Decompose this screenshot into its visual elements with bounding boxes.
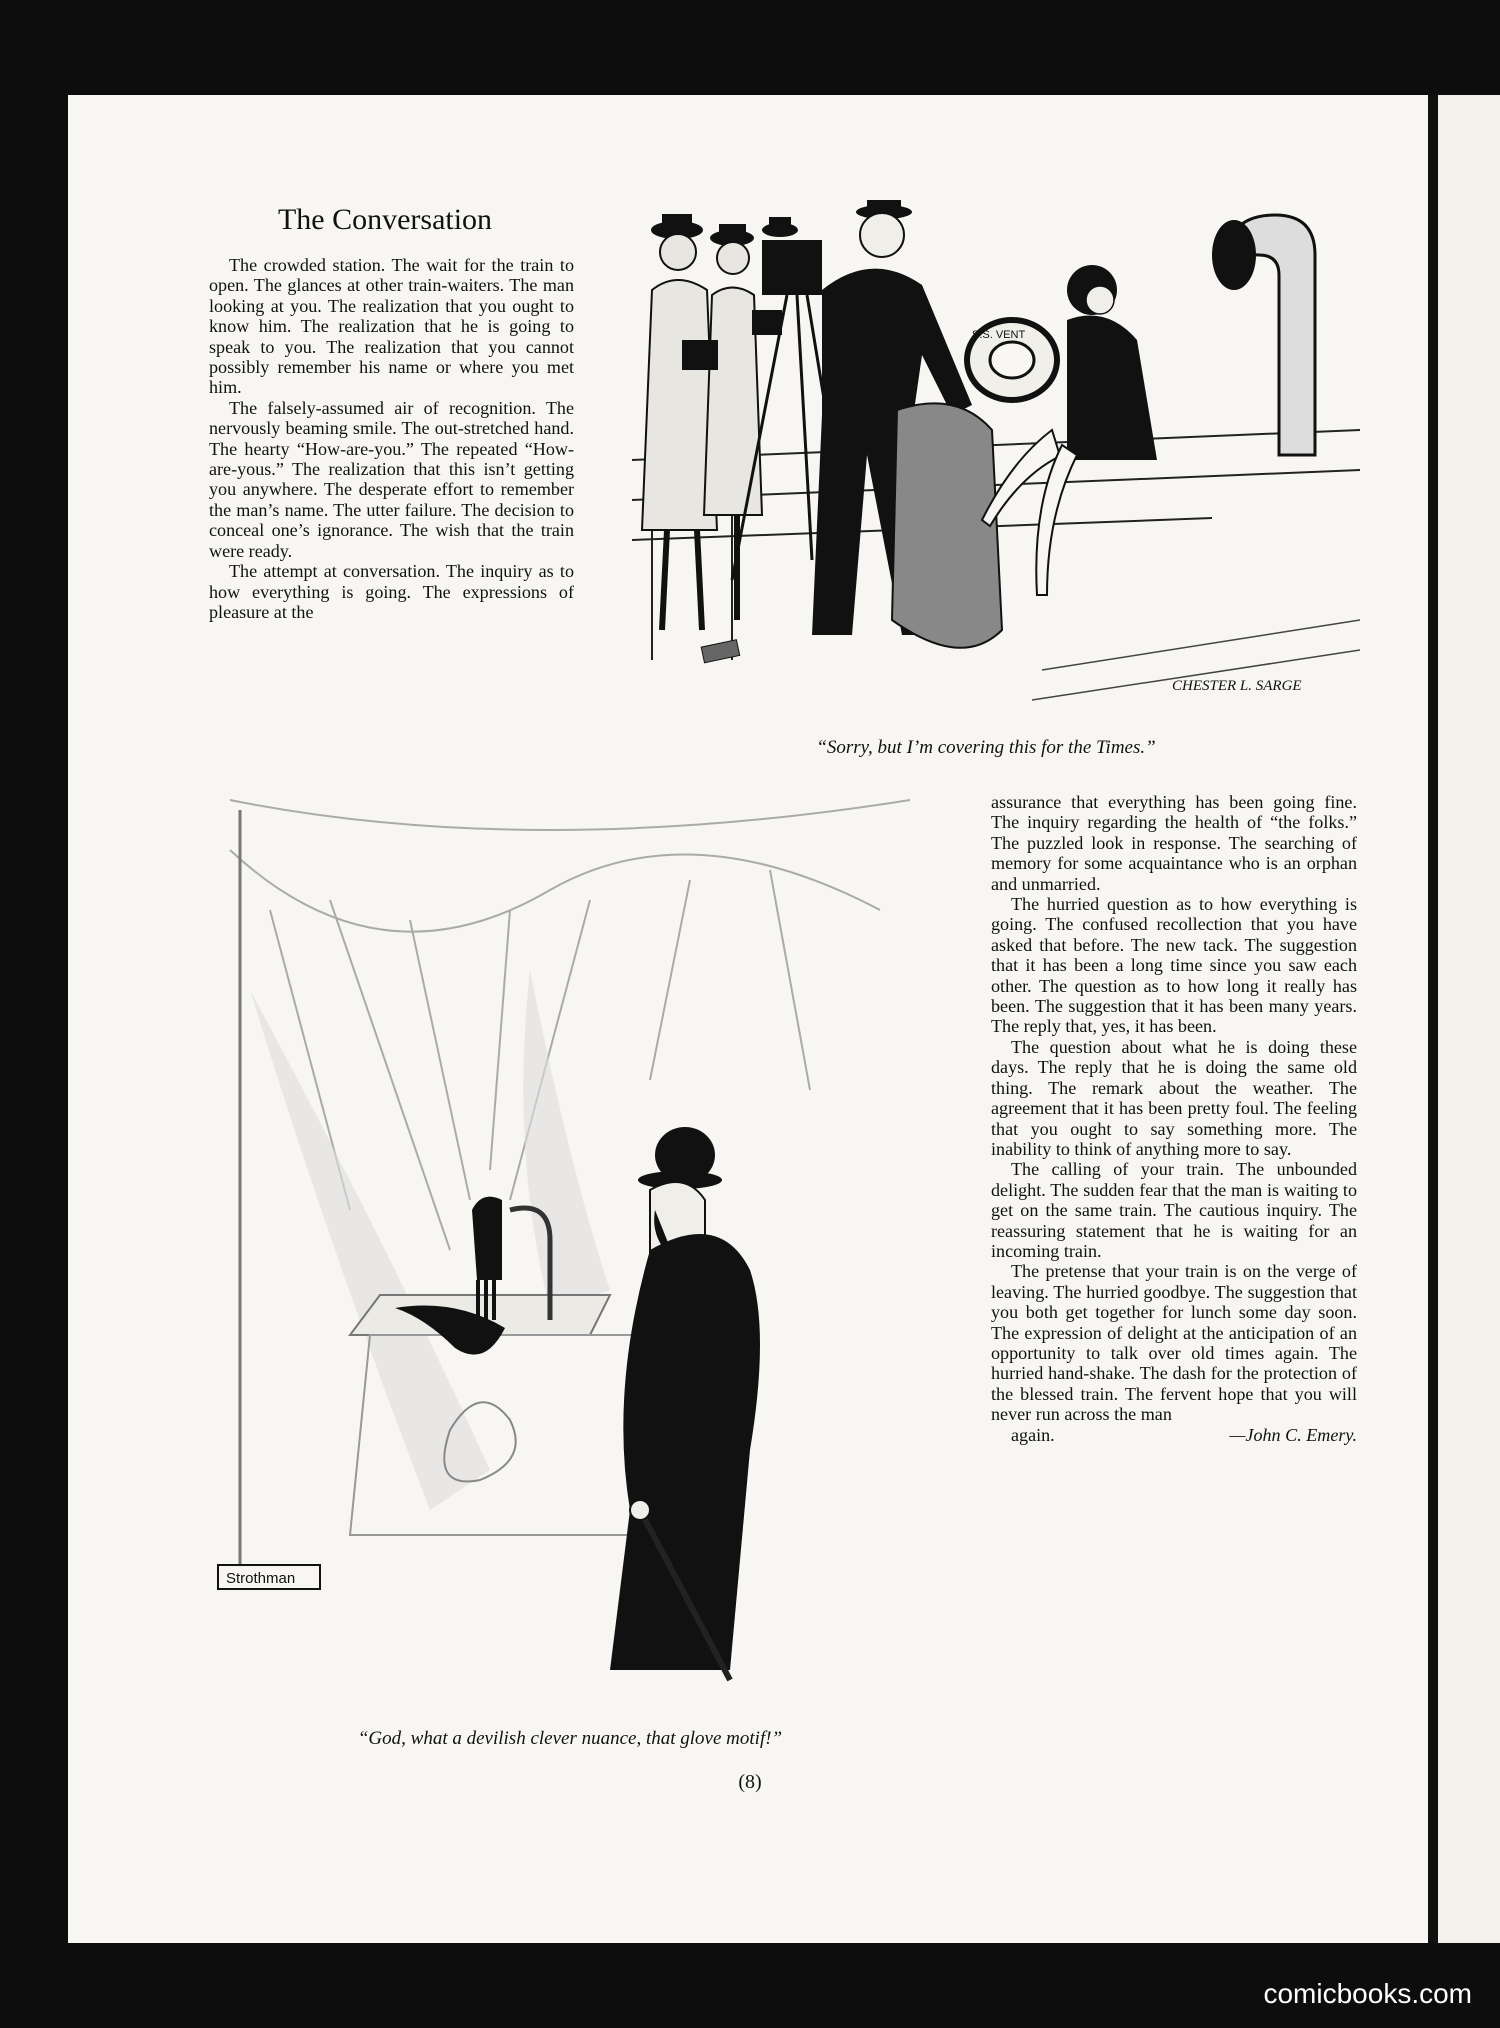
article-column-right — [991, 792, 1357, 1762]
article-column-left — [209, 255, 574, 765]
paragraph: The calling of your train. The unbounded delight. The sudden fear that the man is waiting to get on the same train. The cautious inquiry. The reassuring statement that he is waiting for an incoming train. — [991, 1159, 1357, 1261]
site-watermark: comicbooks.com — [1263, 1978, 1472, 2009]
paragraph: The hurried question as to how everything is going. The confused recollection that you have asked that before. The new tack. The suggestion that it has been a long time since you saw each other. The question as to how long it really has been. The suggestion that it has been many years. The reply that, yes, it has been. — [991, 894, 1357, 1037]
next-page-edge — [1438, 95, 1500, 1943]
author-byline: —John C. Emery. — [1229, 1424, 1357, 1445]
illustration-photographers — [612, 200, 1360, 718]
paragraph: assurance that everything has been going fine. The inquiry regarding the health of “the folks.” The puzzled look in response. The searching of memory for some acquaintance who is an orphan and unmarried. — [991, 792, 1357, 894]
last-word: again. — [1011, 1424, 1055, 1445]
page-spine — [1428, 95, 1438, 1943]
paragraph: The falsely-assumed air of recognition. The nervously beaming smile. The out-stretched hand. The hearty “How-are-you.” The repeated “How-are-yous.” The realization that this isn’t getting you anywhere. The desperate effort to remember the man’s name. The utter failure. The decision to conceal one’s ignorance. The wish that the train were ready. — [209, 397, 574, 561]
paragraph: The crowded station. The wait for the train to open. The glances at other train-waiters. The man looking at you. The realization that you ought to know him. The realization that he is going to speak to you. The realization that you cannot possibly remember his name or where you met him. — [209, 255, 574, 398]
paragraph: The pretense that your train is on the verge of leaving. The hurried goodbye. The suggestion that you both get together for lunch some day soon. The expression of delight at the anticipation of an opportunity to talk over old times again. The hurried hand-shake. The dash for the protection of the blessed train. The fervent hope that you will never run across the man — [991, 1261, 1357, 1425]
paragraph: The attempt at conversation. The inquiry as to how everything is going. The expressions of pleasure at the — [209, 561, 574, 622]
paragraph: The question about what he is doing these days. The reply that he is doing the same old thing. The remark about the weather. The agreement that it has been pretty foul. The feeling that you ought to say something more. The inability to think of anything more to say. — [991, 1036, 1357, 1159]
lifebuoy-lettering: S.S. VENT — [972, 329, 1026, 341]
illustration-glove-motif — [210, 790, 930, 1683]
photographers-drawing — [612, 200, 1360, 718]
article-title: The Conversation — [277, 203, 493, 236]
closing-line — [991, 1425, 1357, 1445]
artist-signature: CHESTER L. SARGE — [1172, 678, 1302, 694]
page-number: (8) — [738, 1771, 762, 1793]
caption-top: “Sorry, but I’m covering this for the Times.” — [816, 737, 1156, 758]
artist-signature: Strothman — [226, 1570, 296, 1587]
glove-motif-drawing — [210, 790, 930, 1683]
caption-bottom: “God, what a devilish clever nuance, that glove motif!” — [357, 1728, 783, 1749]
